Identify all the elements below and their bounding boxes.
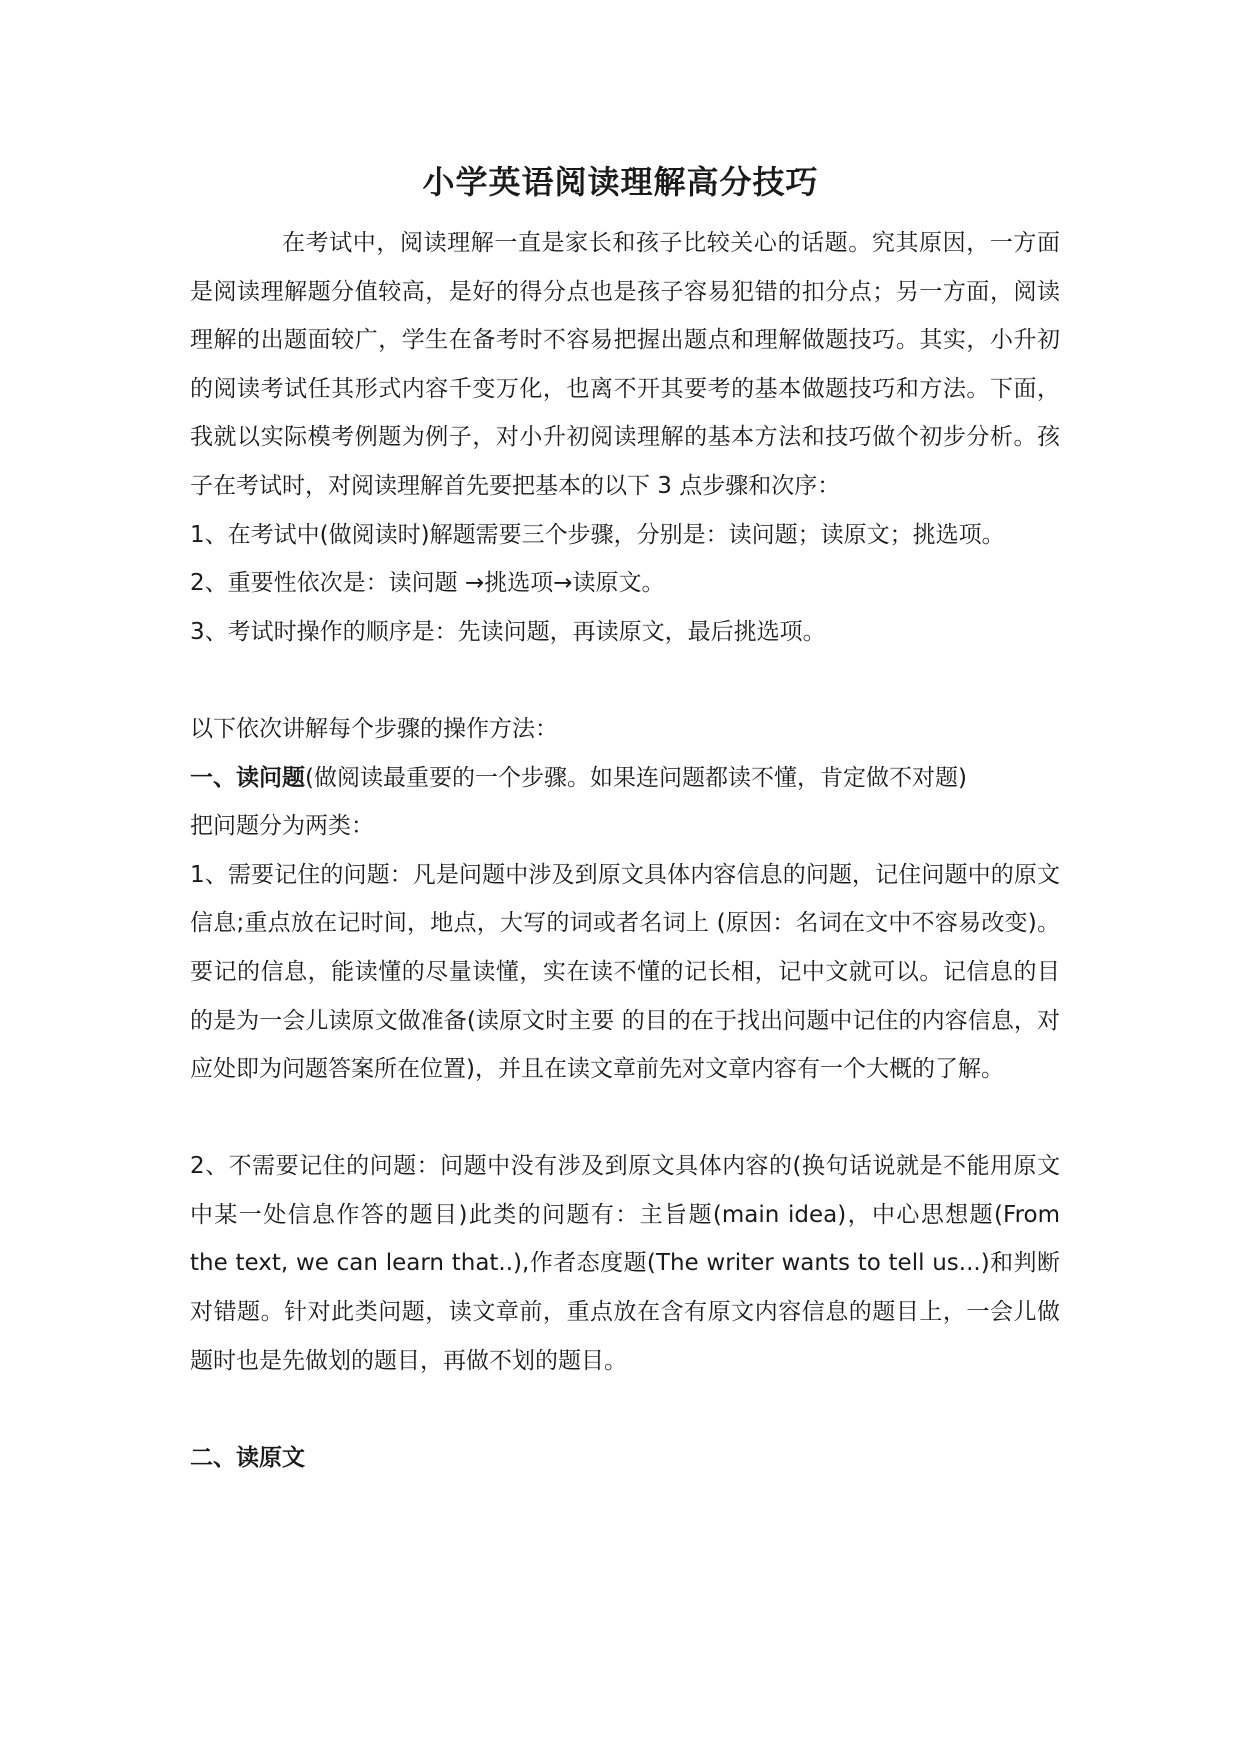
method-intro: 以下依次讲解每个步骤的操作方法：	[190, 715, 558, 742]
document-body	[190, 219, 1060, 1482]
paragraph-spacer	[190, 1385, 1060, 1434]
section2-heading: 二、读原文	[190, 1444, 305, 1471]
paragraph-spacer	[190, 1094, 1060, 1143]
intro-paragraph: 在考试中，阅读理解一直是家长和孩子比较关心的话题。究其原因，一方面是阅读理解题分值较高，是好的得分点也是孩子容易犯错的扣分点；另一方面，阅读理解的出题面较广，学生在备考时不容易把握出题点和理解做题技巧。其实，小升初的阅读考试任其形式内容千变万化，也离不开其要考的基本做题技巧和方法。下面，我就以实际模考例题为例子，对小升初阅读理解的基本方法和技巧做个初步分析。孩子在考试时，对阅读理解首先要把基本的以下 3 点步骤和次序：	[190, 230, 1060, 499]
section1-item-1: 1、需要记住的问题：凡是问题中涉及到原文具体内容信息的问题，记住问题中的原文信息;重点放在记时间，地点，大写的词或者名词上 (原因：名词在文中不容易改变)。要记的信息，能读懂的尽量读懂，实在读不懂的记长相，记中文就可以。记信息的目的是为一会儿读原文做准备(读原文时主要 的目的在于找出问题中记住的内容信息，对应处即为问题答案所在位置)，并且在读文章前先对文章内容有一个大概的了解。	[190, 861, 1060, 1083]
document-title: 小学英语阅读理解高分技巧	[422, 163, 819, 201]
section1-heading: 一、读问题	[190, 764, 305, 791]
paragraph-spacer	[190, 656, 1060, 705]
section1-item-2: 2、不需要记住的问题：问题中没有涉及到原文具体内容的(换句话说就是不能用原文中某一处信息作答的题目)此类的问题有：主旨题(main idea)，中心思想题(From the text, we can learn that..),作者态度题(The writer wants to tell us...)和判断对错题。针对此类问题，读文章前，重点放在含有原文内容信息的题目上，一会儿做题时也是先做划的题目，再做不划的题目。	[190, 1153, 1060, 1374]
step-item-2: 2、重要性依次是：读问题 →挑选项→读原文。	[190, 570, 665, 597]
section1-subtitle: 把问题分为两类：	[190, 813, 374, 840]
step-item-1: 1、在考试中(做阅读时)解题需要三个步骤，分别是：读问题；读原文；挑选项。	[190, 521, 1005, 548]
section1-note: (做阅读最重要的一个步骤。如果连问题都读不懂，肯定做不对题)	[305, 764, 967, 791]
step-item-3: 3、考试时操作的顺序是：先读问题，再读原文，最后挑选项。	[190, 618, 826, 645]
section1-heading-line	[190, 754, 1060, 803]
